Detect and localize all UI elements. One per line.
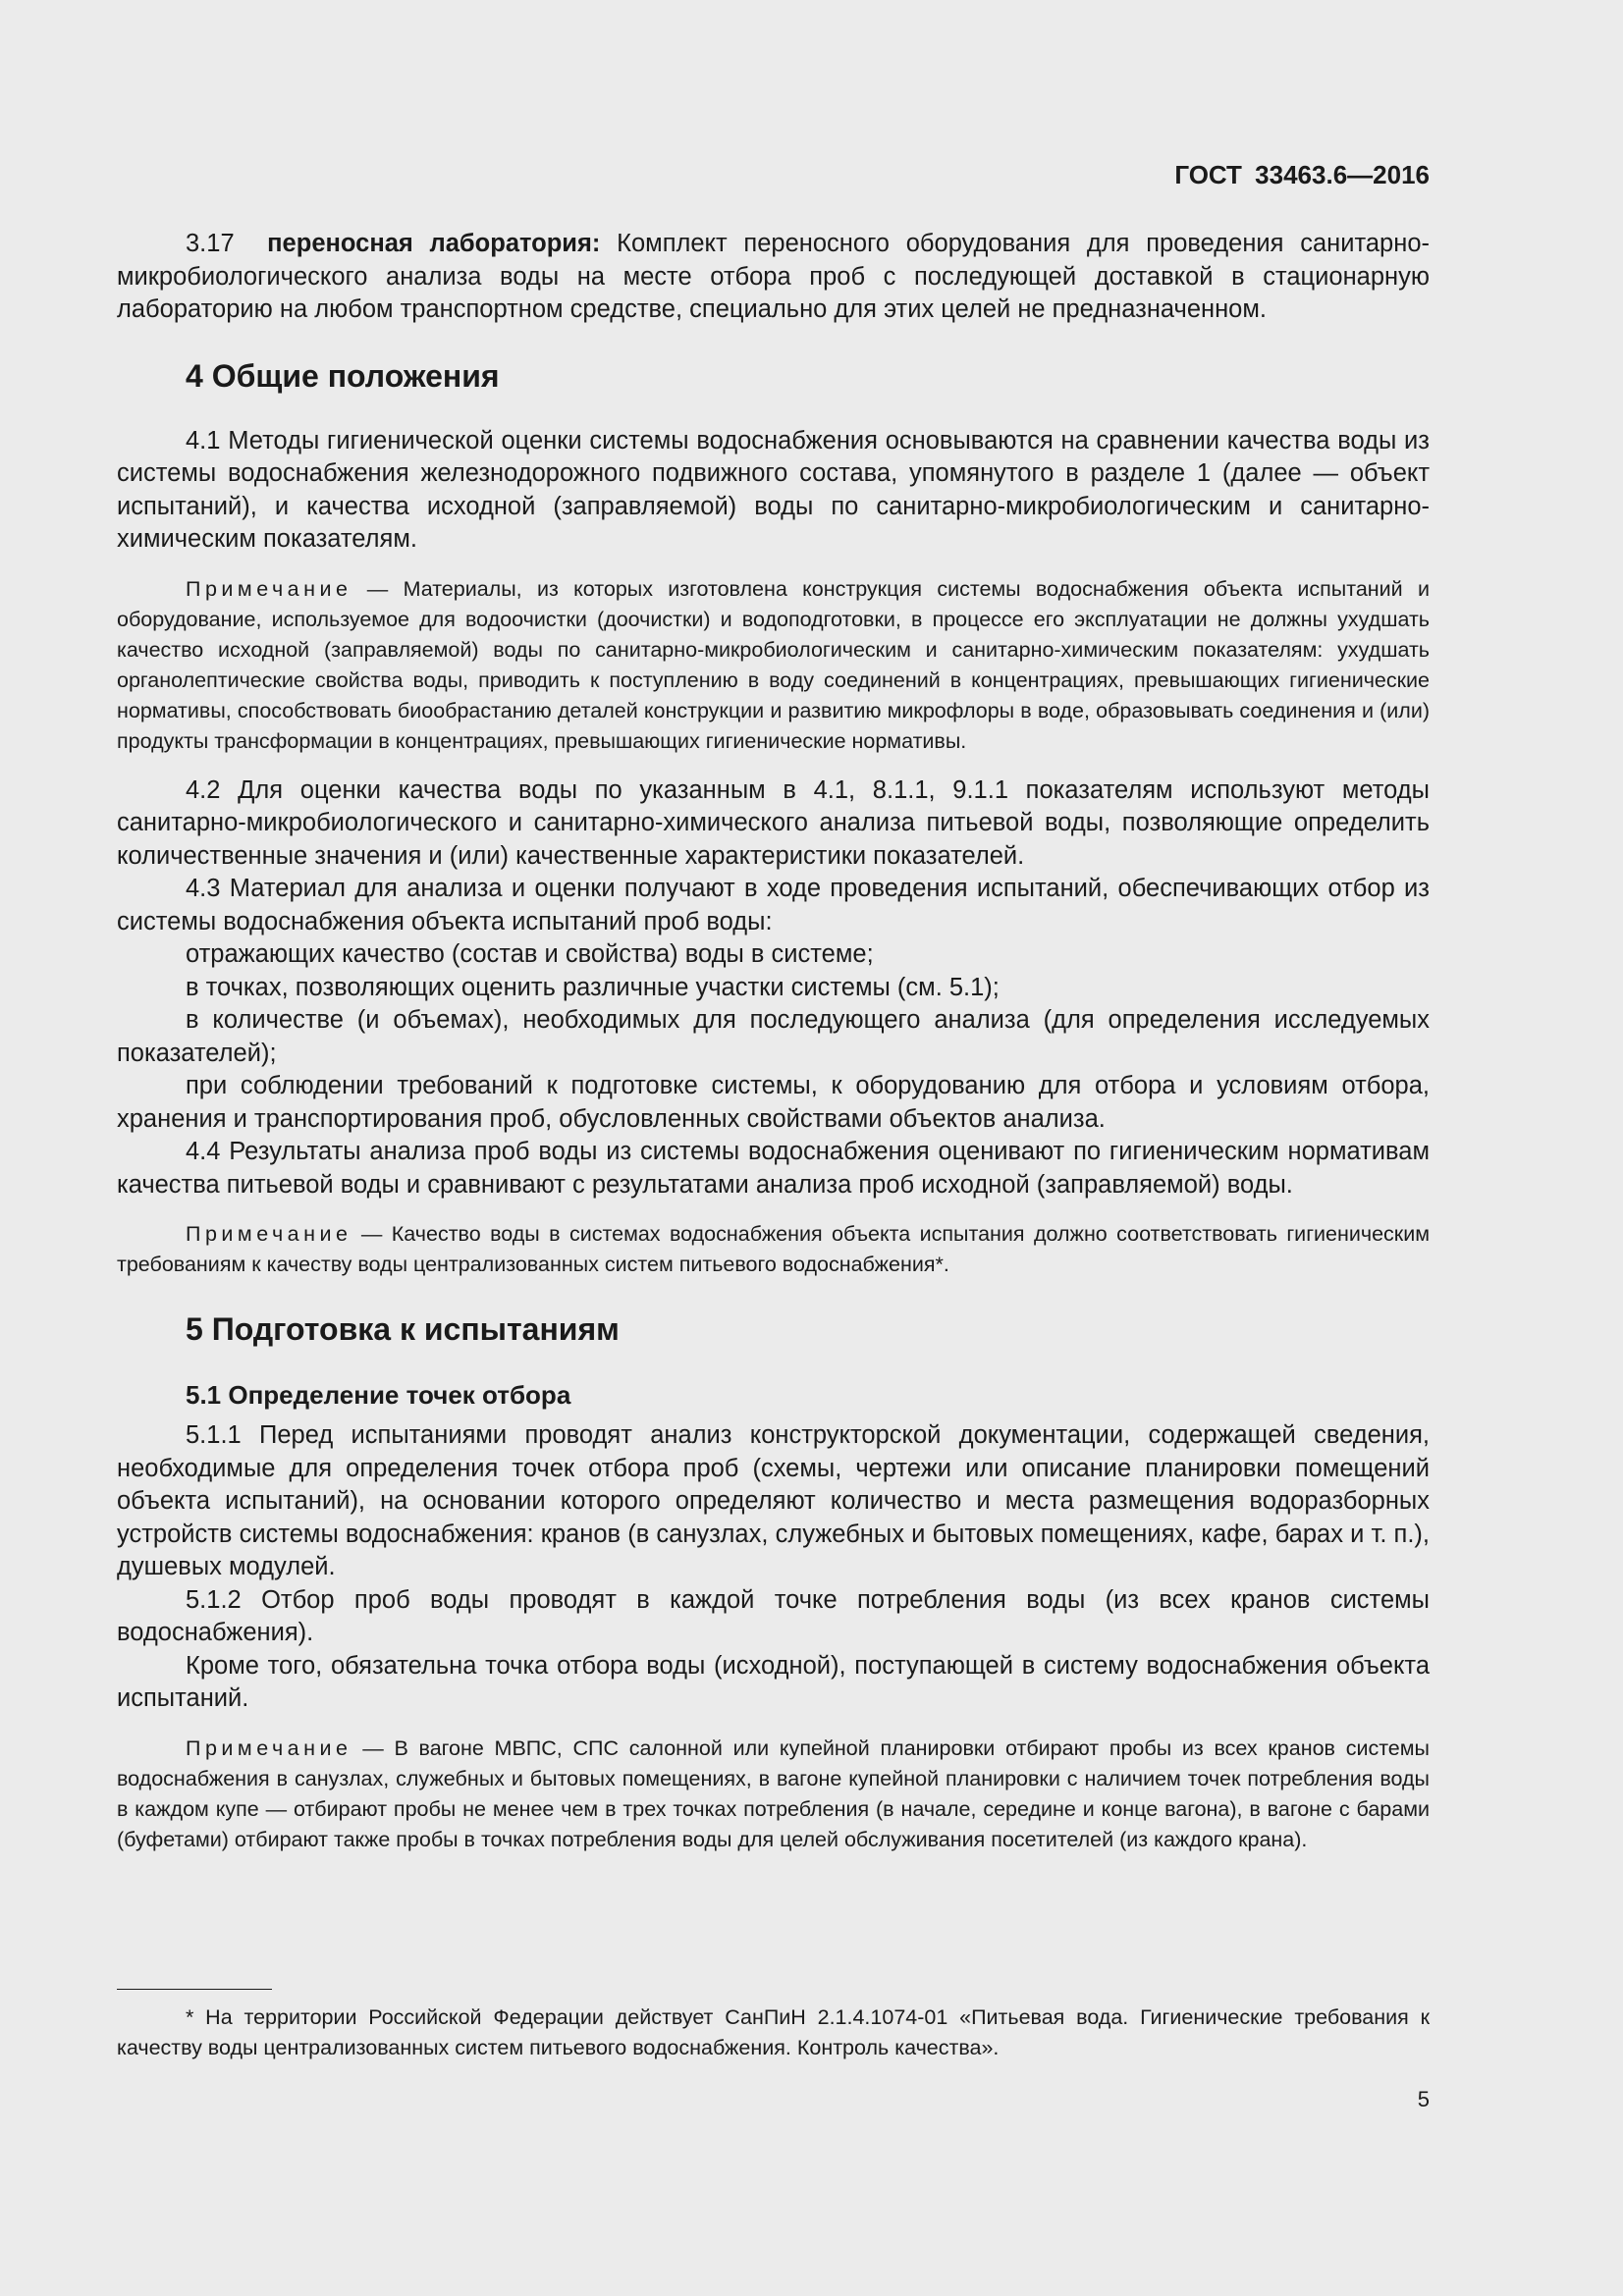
clause-number: 3.17: [186, 230, 235, 257]
standard-code-header: ГОСТ 33463.6—2016: [1174, 160, 1430, 189]
list-item: отражающих качество (состав и свойства) воды в системе;: [186, 940, 874, 968]
subsection-5-1-heading: 5.1 Определение точек отбора: [186, 1380, 571, 1410]
note-label: Примечание: [186, 1222, 352, 1246]
footnote: * На территории Российской Федерации действует СанПиН 2.1.4.1074-01 «Питьевая вода. Гигиенические требования к качеству воды централизованных систем питьевого водоснабжения. Контроль качества».: [117, 2005, 1430, 2059]
note-4-4: [117, 1219, 1430, 1280]
page-content: [117, 228, 1430, 1873]
list-item: в количестве (и объемах), необходимых для последующего анализа (для определения исследуемых показателей);: [117, 1006, 1430, 1067]
note-text: — Качество воды в системах водоснабжения объекта испытания должно соответствовать гигиеническим требованиям к качеству воды централизованных систем питьевого водоснабжения*.: [117, 1222, 1430, 1276]
clause-5-1-1: 5.1.1 Перед испытаниями проводят анализ конструкторской документации, содержащей сведения, необходимые для определения точек отбора проб (схемы, чертежи или описание планировки помещений объекта испытаний), на основании которого определяют количество и места размещения водоразборных устройств системы водоснабжения: кранов (в санузлах, служебных и бытовых помещениях, кафе, барах и т. п.), душевых модулей.: [117, 1421, 1430, 1580]
clause-4-3: 4.3 Материал для анализа и оценки получают в ходе проведения испытаний, обеспечивающих отбор из системы водоснабжения объекта испытаний проб воды:: [117, 875, 1430, 935]
list-item: в точках, позволяющих оценить различные участки системы (см. 5.1);: [186, 973, 1000, 1001]
clause-4-2: 4.2 Для оценки качества воды по указанным в 4.1, 8.1.1, 9.1.1 показателям используют методы санитарно-микробиологического и санитарно-химического анализа питьевой воды, позволяющие определить количественные значения и (или) качественные характеристики показателей.: [117, 775, 1430, 870]
clause-4-4: 4.4 Результаты анализа проб воды из системы водоснабжения оценивают по гигиеническим нормативам качества питьевой воды и сравнивают с результатами анализа проб исходной (заправляемой) воды.: [117, 1138, 1430, 1199]
footnote-divider: [117, 1989, 272, 1990]
clause-4-1: 4.1 Методы гигиенической оценки системы водоснабжения основываются на сравнении качества воды из системы водоснабжения железнодорожного подвижного состава, упомянутого в разделе 1 (далее — объект испытаний), и качества исходной (заправляемой) воды по санитарно-микробиологическим и санитарно-химическим показателям.: [117, 426, 1430, 553]
clause-5-1-2-continued: Кроме того, обязательна точка отбора воды (исходной), поступающей в систему водоснабжения объекта испытаний.: [117, 1651, 1430, 1712]
definition: Комплект переносного оборудования для проведения санитарно-микробиологического анализа воды на месте отбора проб с последующей доставкой в стационарную лабораторию на любом транспортном средстве, специально для этих целей не предназначенном.: [117, 230, 1430, 323]
note-label: Примечание: [186, 1735, 352, 1760]
term: переносная лаборатория:: [267, 230, 601, 257]
note-5-1-2: [117, 1734, 1430, 1855]
clause-3-17: [117, 228, 1430, 327]
clause-5-1-2: 5.1.2 Отбор проб воды проводят в каждой точке потребления воды (из всех кранов системы водоснабжения).: [117, 1585, 1430, 1646]
page-number: 5: [1417, 2087, 1430, 2111]
section-5-heading: 5 Подготовка к испытаниям: [186, 1311, 620, 1347]
note-text: — В вагоне МВПС, СПС салонной или купейной планировки отбирают пробы из всех кранов системы водоснабжения в санузлах, служебных и бытовых помещениях, в вагоне купейной планировки с наличием точек потребления воды в каждом купе — отбирают пробы не менее чем в трех точках потребления (в начале, середине и конце вагона), в вагоне с барами (буфетами) отбирают также пробы в точках потребления воды для целей обслуживания посетителей (из каждого крана).: [117, 1735, 1431, 1851]
section-4-heading: 4 Общие положения: [186, 357, 500, 394]
note-text: — Материалы, из которых изготовлена конструкция системы водоснабжения объекта испытаний и оборудование, используемое для водоочистки (доочистки) и водоподготовки, в процессе его эксплуатации не должны ухудшать качество исходной (заправляемой) воды по санитарно-микробиологическим и санитарно-химическим показателям: ухудшать органолептические свойства воды, приводить к поступлению в воду соединений в концентрациях, превышающих гигиенические нормативы, способствовать биообрастанию деталей конструкции и развитию микрофлоры в воде, образовывать соединения и (или) продукты трансформации в концентрациях, превышающих гигиенические нормативы.: [117, 576, 1430, 753]
list-item: при соблюдении требований к подготовке системы, к оборудованию для отбора и условиям отбора, хранения и транспортирования проб, обусловленных свойствами объектов анализа.: [117, 1072, 1430, 1133]
note-4-1: [117, 574, 1430, 757]
note-label: Примечание: [186, 576, 352, 601]
